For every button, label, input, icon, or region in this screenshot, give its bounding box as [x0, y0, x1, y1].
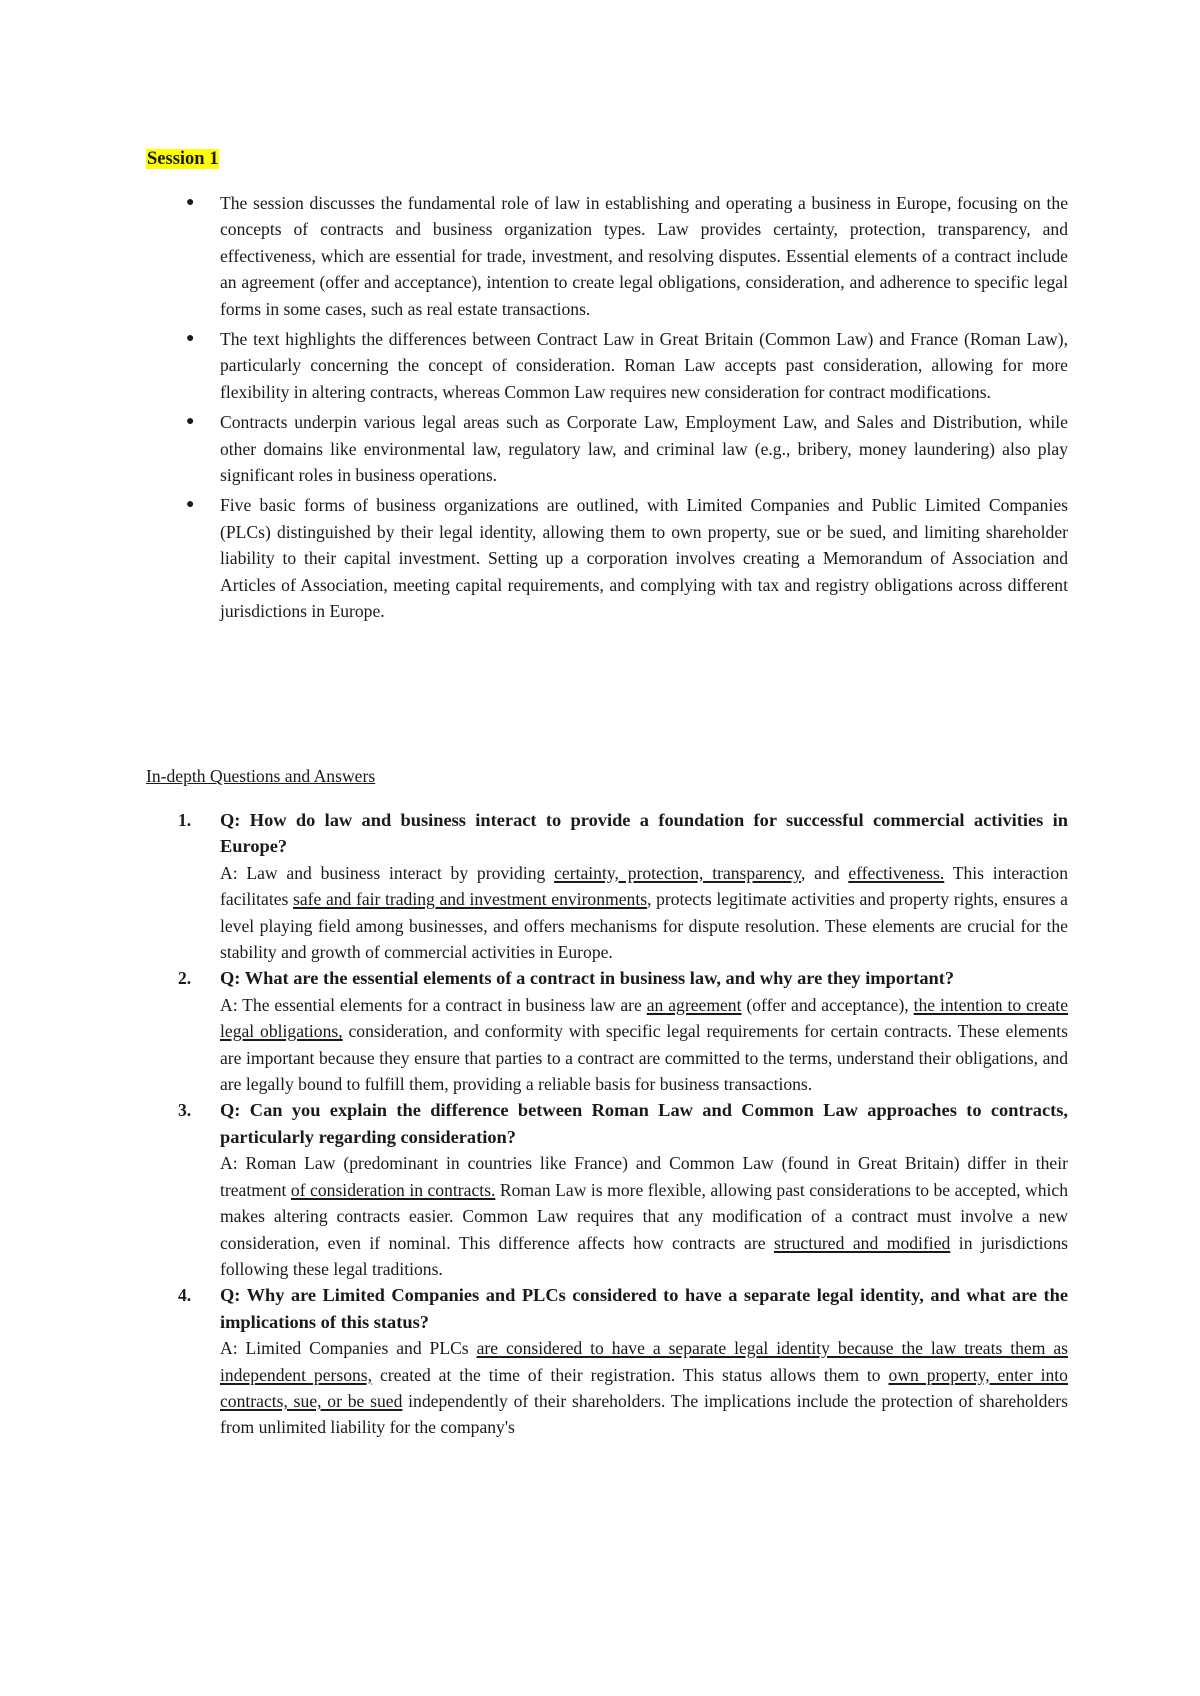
bullet-icon: ●: [186, 497, 195, 513]
qa-number: 3.: [178, 1100, 192, 1121]
bullet-icon: ●: [186, 195, 195, 210]
qa-answer: A: Roman Law (predominant in countries like France) and Common Law (found in Great Britain) differ in their treatment of consideration in contracts. Roman Law is more flexible, allowing past considerations to be accepted, which makes altering contracts easier. Common Law requires that any modification of a contract must involve a new consideration, even if nominal. This difference affects how contracts are structured and modified in jurisdictions following these legal traditions.: [220, 1153, 1068, 1279]
qa-answer: A: Law and business interact by providing certainty, protection, transparency, and effectiveness. This interaction facilitates safe and fair trading and investment environments, protects legitimate activities and property rights, ensures a level playing field among businesses, and offers mechanisms for dispute resolution. These elements are crucial for the stability and growth of commercial activities in Europe.: [220, 862, 1068, 963]
qa-answer: A: The essential elements for a contract in business law are an agreement (offer and acceptance), the intention to create legal obligations, consideration, and conformity with specific legal requirements for certain contracts. These elements are important because they ensure that parties to a contract are committed to the terms, understand their obligations, and are legally bound to fulfill them, providing a reliable basis for business transactions.: [220, 994, 1068, 1095]
underlined-phrase: safe and fair trading and investment environments: [293, 889, 648, 910]
summary-bullet: ● The session discusses the fundamental role of law in establishing and operating a business in Europe, focusing on the concepts of contracts and business organization types. Law provides certainty, protection, transparency, and effectiveness, which are essential for trade, investment, and resolving disputes. Essential elements of a contract include an agreement (offer and acceptance), intention to create legal obligations, consideration, and adherence to specific legal forms in some cases, such as real estate transactions.: [146, 190, 1068, 322]
underlined-phrase: the intention to create legal obligations,: [220, 994, 1068, 1042]
qa-question: Q: What are the essential elements of a contract in business law, and why are they important?: [220, 968, 955, 989]
qa-number: 1.: [178, 810, 192, 830]
bullet-icon: ●: [186, 414, 195, 430]
underlined-phrase: structured and modified: [774, 1232, 951, 1253]
qa-list: [146, 807, 1068, 1441]
qa-question: Q: Can you explain the difference between Roman Law and Common Law approaches to contracts, particularly regarding consideration?: [220, 1100, 1068, 1147]
underlined-phrase: certainty, protection, transparency: [554, 862, 801, 883]
underlined-phrase: effectiveness.: [848, 862, 945, 883]
qa-number: 2.: [178, 968, 192, 989]
qa-question: Q: How do law and business interact to provide a foundation for successful commercial activities in Europe?: [220, 810, 1068, 857]
session-title: Session 1: [147, 149, 219, 169]
underlined-phrase: are considered to have a separate legal identity because the law treats them as independent persons,: [220, 1338, 1068, 1385]
qa-item: [146, 807, 1068, 965]
qa-answer: A: Limited Companies and PLCs are considered to have a separate legal identity because the law treats them as independent persons, created at the time of their registration. This status allows them to own property, enter into contracts, sue, or be sued independently of their shareholders. The implications include the protection of shareholders from unlimited liability for the company's: [220, 1338, 1068, 1438]
underlined-phrase: of consideration in contracts.: [290, 1179, 496, 1200]
summary-bullet: ● Five basic forms of business organizations are outlined, with Limited Companies and Public Limited Companies (PLCs) distinguished by their legal identity, allowing them to own property, sue or be sued, and limiting shareholder liability to their capital investment. Setting up a corporation involves creating a Memorandum of Association and Articles of Association, meeting capital requirements, and complying with tax and registry obligations across different jurisdictions in Europe.: [146, 492, 1068, 624]
qa-section-heading: In-depth Questions and Answers: [146, 766, 376, 786]
underlined-phrase: an agreement: [646, 994, 742, 1015]
qa-item: [146, 965, 1068, 1097]
underlined-phrase: own property, enter into contracts, sue, or be sued: [220, 1364, 1068, 1411]
qa-question: Q: Why are Limited Companies and PLCs considered to have a separate legal identity, and what are the implications of this status?: [220, 1285, 1068, 1332]
qa-item: [146, 1282, 1068, 1440]
bullet-icon: ●: [186, 331, 195, 347]
summary-bullet: ● Contracts underpin various legal areas such as Corporate Law, Employment Law, and Sales and Distribution, while other domains like environmental law, regulatory law, and criminal law (e.g., bribery, money laundering) also play significant roles in business operations.: [146, 409, 1068, 488]
qa-number: 4.: [178, 1285, 192, 1306]
qa-item: [146, 1097, 1068, 1282]
summary-bullet-list: [146, 190, 1068, 629]
summary-bullet: ● The text highlights the differences between Contract Law in Great Britain (Common Law) and France (Roman Law), particularly concerning the concept of consideration. Roman Law accepts past consideration, allowing for more flexibility in altering contracts, whereas Common Law requires new consideration for contract modifications.: [146, 326, 1068, 405]
